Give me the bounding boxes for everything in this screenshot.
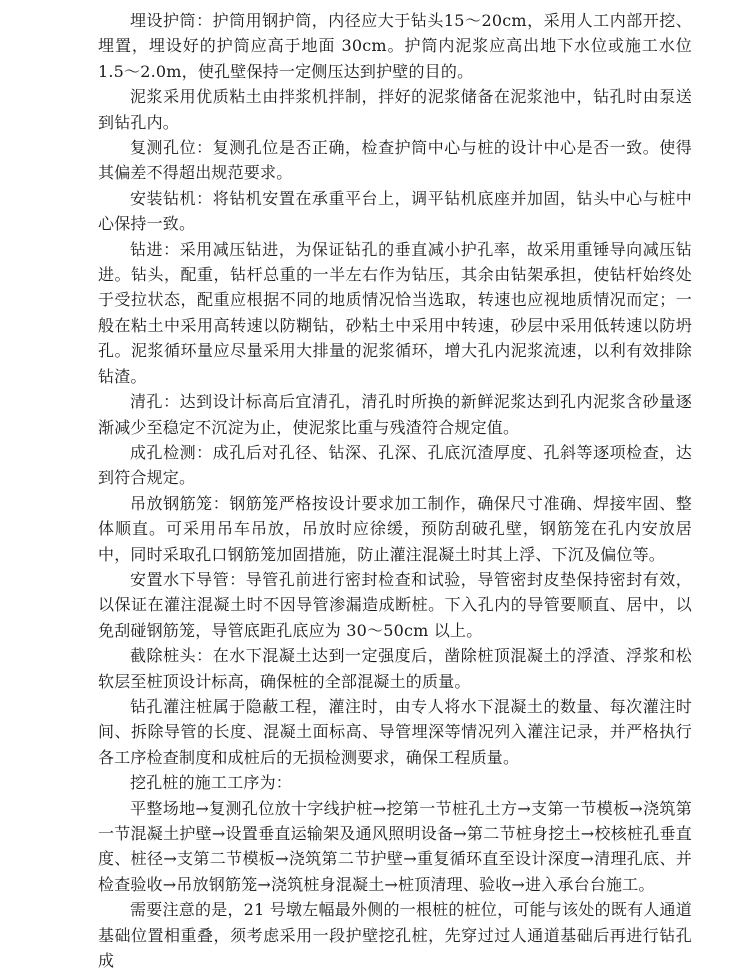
paragraph-pile-head: 截除桩头：在水下混凝土达到一定强度后，凿除桩顶混凝土的浮渣、浮浆和松软层至桩顶设计标高，确保桩的全部混凝土的质量。 — [98, 646, 692, 691]
paragraph-hole-inspection: 成孔检测：成孔后对孔径、钻深、孔深、孔底沉渣厚度、孔斜等逐项检查，达到符合规定。 — [98, 442, 692, 488]
paragraph-mud: 泥浆采用优质粘土由拌浆机拌制，拌好的泥浆储备在泥浆池中，钻孔时由泵送到钻孔内。 — [98, 87, 692, 132]
paragraph-dug-pile-heading: 挖孔桩的施工工序为： — [130, 773, 293, 793]
paragraph-hole-cleaning: 清孔：达到设计标高后宜清孔，清孔时所换的新鲜泥浆达到孔内泥浆含砂量逐渐减少至稳定不沉淀为止，使泥浆比重与残渣符合规定值。 — [98, 392, 692, 437]
paragraph-dug-pile-sequence: 平整场地→复测孔位放十字线护桩→挖第一节桩孔土方→支第一节模板→浇筑第一节混凝土护壁→设置垂直运输架及通风照明设备→第二节桩身挖土→校核桩孔垂直度、桩径→支第二节模板→浇筑第二节护壁→重复循环直至设计深度→清理孔底、并检查验收→吊放钢筋笼→浇筑桩身混凝土→桩顶清理、验收→进入承台台施工。 — [98, 798, 692, 894]
paragraph-recheck-position: 复测孔位：复测孔位是否正确，检查护筒中心与桩的设计中心是否一致。使得其偏差不得超出规范要求。 — [98, 138, 692, 183]
paragraph-concealed-work: 钻孔灌注桩属于隐蔽工程，灌注时，由专人将水下混凝土的数量、每次灌注时间、拆除导管的长度、混凝土面标高、导管埋深等情况列入灌注记录，并严格执行各工序检查制度和成桩后的无损检测要求，确保工程质量。 — [98, 696, 692, 767]
paragraph-drilling: 钻进：采用减压钻进，为保证钻孔的垂直减小护孔率，故采用重锤导向减压钻进。钻头，配重，钻杆总重的一半左右作为钻压，其余由钻架承担，使钻杆始终处于受拉状态，配重应根据不同的地质情况恰当选取，转速也应视地质情况而定；一般在粘土中采用高转速以防糊钻，砂粘土中采用中转速，砂层中采用低转速以防坍孔。泥浆循环量应尽量采用大排量的泥浆循环，增大孔内泥浆流速，以利有效排除钻渣。 — [98, 239, 692, 386]
paragraph-note: 需要注意的是，21 号墩左幅最外侧的一根桩的桩位，可能与该处的既有人通道基础位置相重叠，须考虑采用一段护壁挖孔桩，先穿过过人通道基础后再进行钻孔成 — [98, 900, 692, 971]
paragraph-casing: 埋设护筒：护筒用钢护筒，内径应大于钻头15～20cm，采用人工内部开挖、埋置，埋设好的护筒应高于地面 30cm。护筒内泥浆应高出地下水位或施工水位 1.5～2.0m，使孔壁保持一定侧压达到护壁的目的。 — [98, 11, 692, 81]
paragraph-tremie-pipe: 安置水下导管：导管孔前进行密封检查和试验，导管密封皮垫保持密封有效，以保证在灌注混凝土时不因导管渗漏造成断桩。下入孔内的导管要顺直、居中，以免刮碰钢筋笼，导管底距孔底应为 30～50cm 以上。 — [98, 569, 692, 640]
paragraph-install-rig: 安装钻机：将钻机安置在承重平台上，调平钻机底座并加固，钻头中心与桩中心保持一致。 — [98, 188, 692, 234]
document-body — [98, 8, 692, 973]
paragraph-rebar-cage: 吊放钢筋笼：钢筋笼严格按设计要求加工制作，确保尺寸准确、焊接牢固、整体顺直。可采用吊车吊放，吊放时应徐缓，预防刮破孔壁，钢筋笼在孔内安放居中，同时采取孔口钢筋笼加固措施，防止灌注混凝土时其上浮、下沉及偏位等。 — [98, 493, 692, 564]
